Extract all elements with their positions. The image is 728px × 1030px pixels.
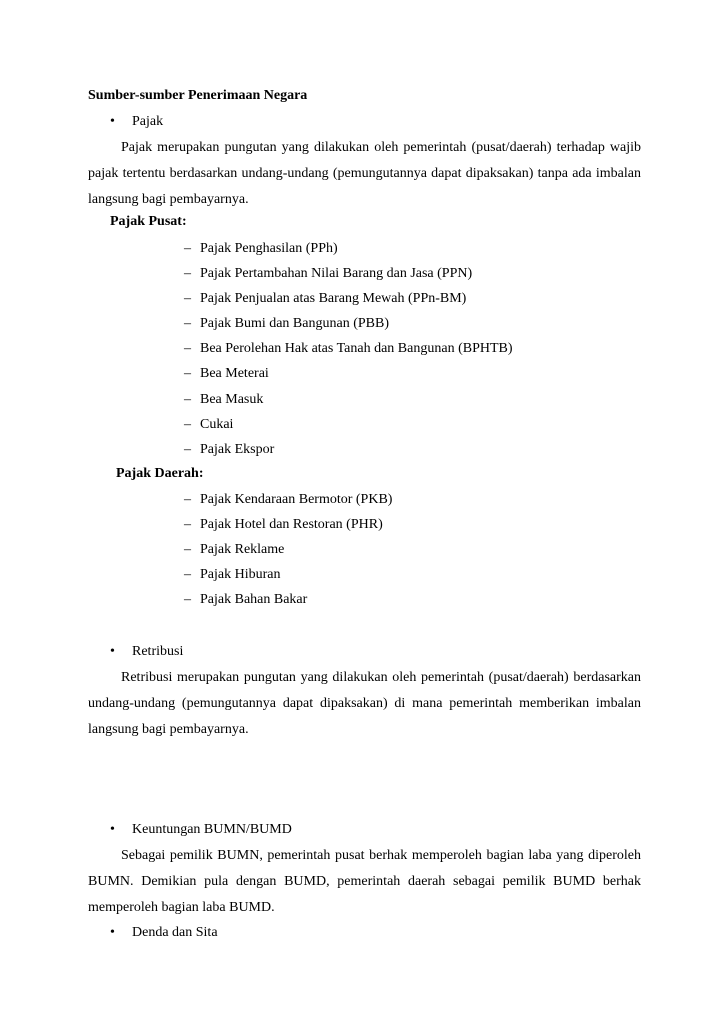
pajak-pusat-item: [184, 315, 513, 340]
bullet-pajak-label: Pajak: [132, 114, 164, 129]
pajak-daerah-item-label: Pajak Kendaraan Bermotor (PKB): [200, 492, 393, 507]
pajak-pusat-item-label: Bea Perolehan Hak atas Tanah dan Bangunan (BPHTB): [200, 341, 513, 357]
dash-icon: –: [184, 291, 191, 307]
pajak-daerah-item-label: Pajak Hotel dan Restoran (PHR): [200, 517, 383, 533]
dash-icon: –: [184, 416, 191, 432]
pajak-daerah-item: [184, 491, 392, 516]
pajak-daerah-item: [184, 591, 392, 616]
dash-icon: –: [184, 592, 191, 608]
pajak-pusat-item-label: Pajak Penghasilan (PPh): [200, 241, 338, 256]
pajak-pusat-item-label: Cukai: [200, 416, 234, 432]
pajak-daerah-item: [184, 541, 392, 566]
bullet-dot-icon: •: [110, 925, 115, 940]
bullet-denda-label: Denda dan Sita: [132, 925, 218, 940]
pajak-pusat-heading: Pajak Pusat:: [110, 214, 187, 229]
pajak-pusat-item: [184, 290, 513, 315]
pajak-daerah-item: [184, 516, 392, 541]
keuntungan-paragraph: Sebagai pemilik BUMN, pemerintah pusat berhak memperoleh bagian laba yang diperoleh BUMN. Demikian pula dengan BUMD, pemerintah daerah sebagai pemilik BUMD berhak memperoleh bagian laba BUMD.: [88, 848, 641, 915]
dash-icon: –: [184, 492, 191, 507]
dash-icon: –: [184, 316, 191, 332]
pajak-pusat-item: [184, 240, 513, 265]
document-title: Sumber-sumber Penerimaan Negara: [88, 88, 308, 103]
dash-icon: –: [184, 441, 191, 457]
dash-icon: –: [184, 266, 191, 282]
bullet-dot-icon: •: [110, 644, 115, 659]
pajak-daerah-item-label: Pajak Bahan Bakar: [200, 592, 308, 608]
dash-icon: –: [184, 366, 191, 382]
pajak-pusat-item-label: Bea Meterai: [200, 366, 269, 382]
dash-icon: –: [184, 542, 191, 558]
dash-icon: –: [184, 517, 191, 533]
pajak-pusat-item-label: Pajak Penjualan atas Barang Mewah (PPn-BM): [200, 291, 467, 307]
dash-icon: –: [184, 567, 191, 583]
pajak-pusat-item-label: Pajak Bumi dan Bangunan (PBB): [200, 316, 389, 332]
bullet-retribusi-label: Retribusi: [132, 644, 184, 659]
pajak-pusat-list: [184, 240, 513, 466]
pajak-pusat-item: [184, 265, 513, 290]
retribusi-paragraph: Retribusi merupakan pungutan yang dilakukan oleh pemerintah (pusat/daerah) berdasarkan undang-undang (pemungutannya dapat dipaksakan) di mana pemerintah memberikan imbalan langsung bagi pembayarnya.: [88, 670, 641, 737]
dash-icon: –: [184, 391, 191, 407]
pajak-paragraph: Pajak merupakan pungutan yang dilakukan oleh pemerintah (pusat/daerah) terhadap wajib pajak tertentu berdasarkan undang-undang (pemungutannya dapat dipaksakan) tanpa ada imbalan langsung bagi pembayarnya.: [88, 140, 641, 207]
pajak-pusat-item: [184, 340, 513, 365]
pajak-pusat-item: [184, 391, 513, 416]
pajak-daerah-item-label: Pajak Reklame: [200, 542, 285, 558]
pajak-daerah-list: [184, 491, 392, 616]
pajak-pusat-item: [184, 365, 513, 390]
pajak-daerah-heading: Pajak Daerah:: [116, 466, 204, 481]
bullet-dot-icon: •: [110, 114, 115, 129]
dash-icon: –: [184, 341, 191, 357]
pajak-pusat-item: [184, 441, 513, 466]
pajak-pusat-item-label: Pajak Ekspor: [200, 441, 275, 457]
bullet-dot-icon: •: [110, 822, 115, 837]
bullet-keuntungan-label: Keuntungan BUMN/BUMD: [132, 822, 292, 837]
pajak-pusat-item-label: Pajak Pertambahan Nilai Barang dan Jasa (PPN): [200, 266, 473, 282]
pajak-pusat-item: [184, 416, 513, 441]
pajak-daerah-item-label: Pajak Hiburan: [200, 567, 281, 583]
dash-icon: –: [184, 241, 191, 256]
pajak-daerah-item: [184, 566, 392, 591]
pajak-pusat-item-label: Bea Masuk: [200, 391, 264, 407]
